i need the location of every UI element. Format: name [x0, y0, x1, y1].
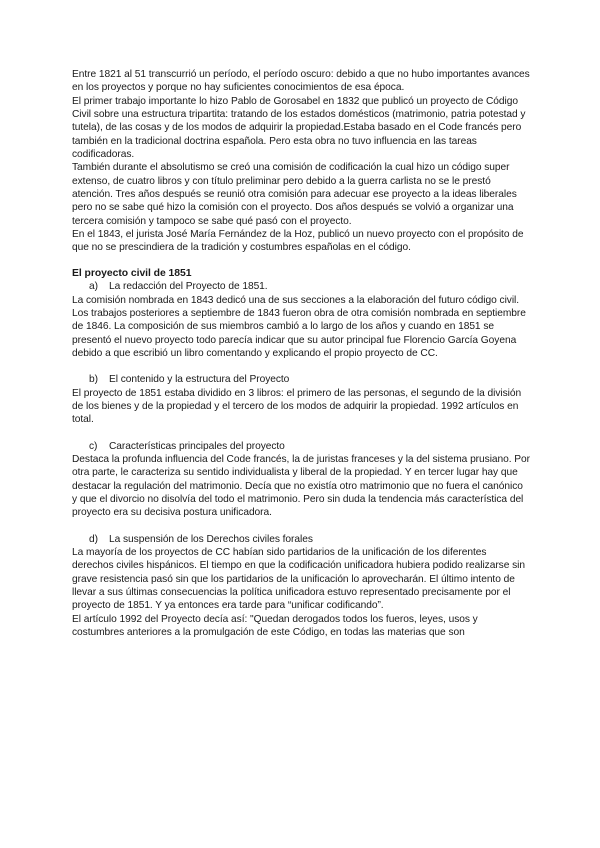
intro-paragraph-1: Entre 1821 al 51 transcurrió un período, el período oscuro: debido a que no hubo importantes avances en los proyectos y porque no hay suficientes conocimientos de esa época. — [72, 69, 530, 94]
subsection-c-title: Características principales del proyecto — [109, 440, 285, 452]
subsection-d-title: La suspensión de los Derechos civiles forales — [109, 533, 313, 545]
subsection-b-marker: b) — [89, 374, 98, 386]
subsection-a-marker: a) — [89, 281, 98, 293]
section-heading: El proyecto civil de 1851 — [72, 267, 192, 279]
subsection-b-heading — [72, 373, 530, 386]
intro-paragraph-3: También durante el absolutismo se creó una comisión de codificación la cual hizo un código super extenso, de cuatro libros y con título preliminar pero debido a la guerra carlista no se le prestó atención. Tres años después se reunió otra comisión para adecuar ese proyecto a la ideas liberales pero no se sabe qué hizo la comisión con el proyecto. Dos años después se volvió a organizar una tercera comisión y tampoco se sabe qué pasó con el proyecto. — [72, 162, 517, 227]
subsection-d-heading — [72, 533, 530, 546]
subsection-a-title: La redacción del Proyecto de 1851. — [109, 281, 268, 293]
intro-paragraph-4: En el 1843, el jurista José María Fernández de la Hoz, publicó un nuevo proyecto con el propósito de que no se prescindiera de la tradición y costumbres españolas en el código. — [72, 229, 524, 254]
subsection-d-paragraph-1: La mayoría de los proyectos de CC habían sido partidarios de la unificación de los diferentes derechos civiles hispánicos. El tiempo en que la codificación unificadora hubiera podido realizarse sin grave resistencia pasó sin que los partidarios de la unificación lo aprovecharán. El último intento de llevar a sus últimas consecuencias la política unificadora estuvo representado precisamente por el proyecto de 1851. Y ya entonces era tarde para “unificar codificando”. — [72, 547, 525, 612]
subsection-d-marker: d) — [89, 533, 98, 545]
subsection-a-paragraph: La comisión nombrada en 1843 dedicó una de sus secciones a la elaboración del futuro código civil. Los trabajos posteriores a septiembre de 1843 fueron obra de otra comisión nombrada en septiembre de 1846. La composición de sus miembros cambió a lo largo de los años y cuando en 1851 se presentó el nuevo proyecto todo parecía indicar que su autor principal fue Florencio García Goyena debido a que escribió un libro comentando y explicando el propio proyecto de CC. — [72, 294, 526, 359]
subsection-c-heading — [72, 440, 530, 453]
subsection-b-title: El contenido y la estructura del Proyecto — [109, 374, 290, 386]
subsection-c-paragraph: Destaca la profunda influencia del Code francés, la de juristas franceses y la del sistema prusiano. Por otra parte, le caracteriza su sentido individualista y liberal de la propiedad. Y en tercer lugar hay que destacar la regulación del matrimonio. Decía que no existía otro matrimonio que no fuera el canónico y que el divorcio no disolvía del todo el matrimonio. Pero sin duda la tendencia más característica del proyecto era su decisiva postura unificadora. — [72, 453, 531, 519]
subsection-a-heading — [72, 280, 530, 293]
document-body — [72, 68, 530, 639]
subsection-c-marker: c) — [89, 440, 98, 452]
subsection-d-paragraph-2: El artículo 1992 del Proyecto decía así: "Quedan derogados todos los fueros, leyes, usos y costumbres anteriores a la promulgación de este Código, en todas las materias que son — [72, 613, 478, 639]
intro-paragraph-2: El primer trabajo importante lo hizo Pablo de Gorosabel en 1832 que publicó un proyecto de Código Civil sobre una estructura tripartita: tratando de los estados domésticos (matrimonio, patria potestad y tutela), de las cosas y de los modos de adquirir la propiedad.Estaba basado en el Code francés pero también en la tradicional doctrina española. Pero esta obra no tuvo influencia en las tareas codificadoras. — [72, 95, 526, 161]
subsection-b-paragraph: El proyecto de 1851 estaba dividido en 3 libros: el primero de las personas, el segundo de la división de los bienes y de la propiedad y el tercero de los modos de adquirir la propiedad. 1992 artículos en total. — [72, 387, 522, 426]
